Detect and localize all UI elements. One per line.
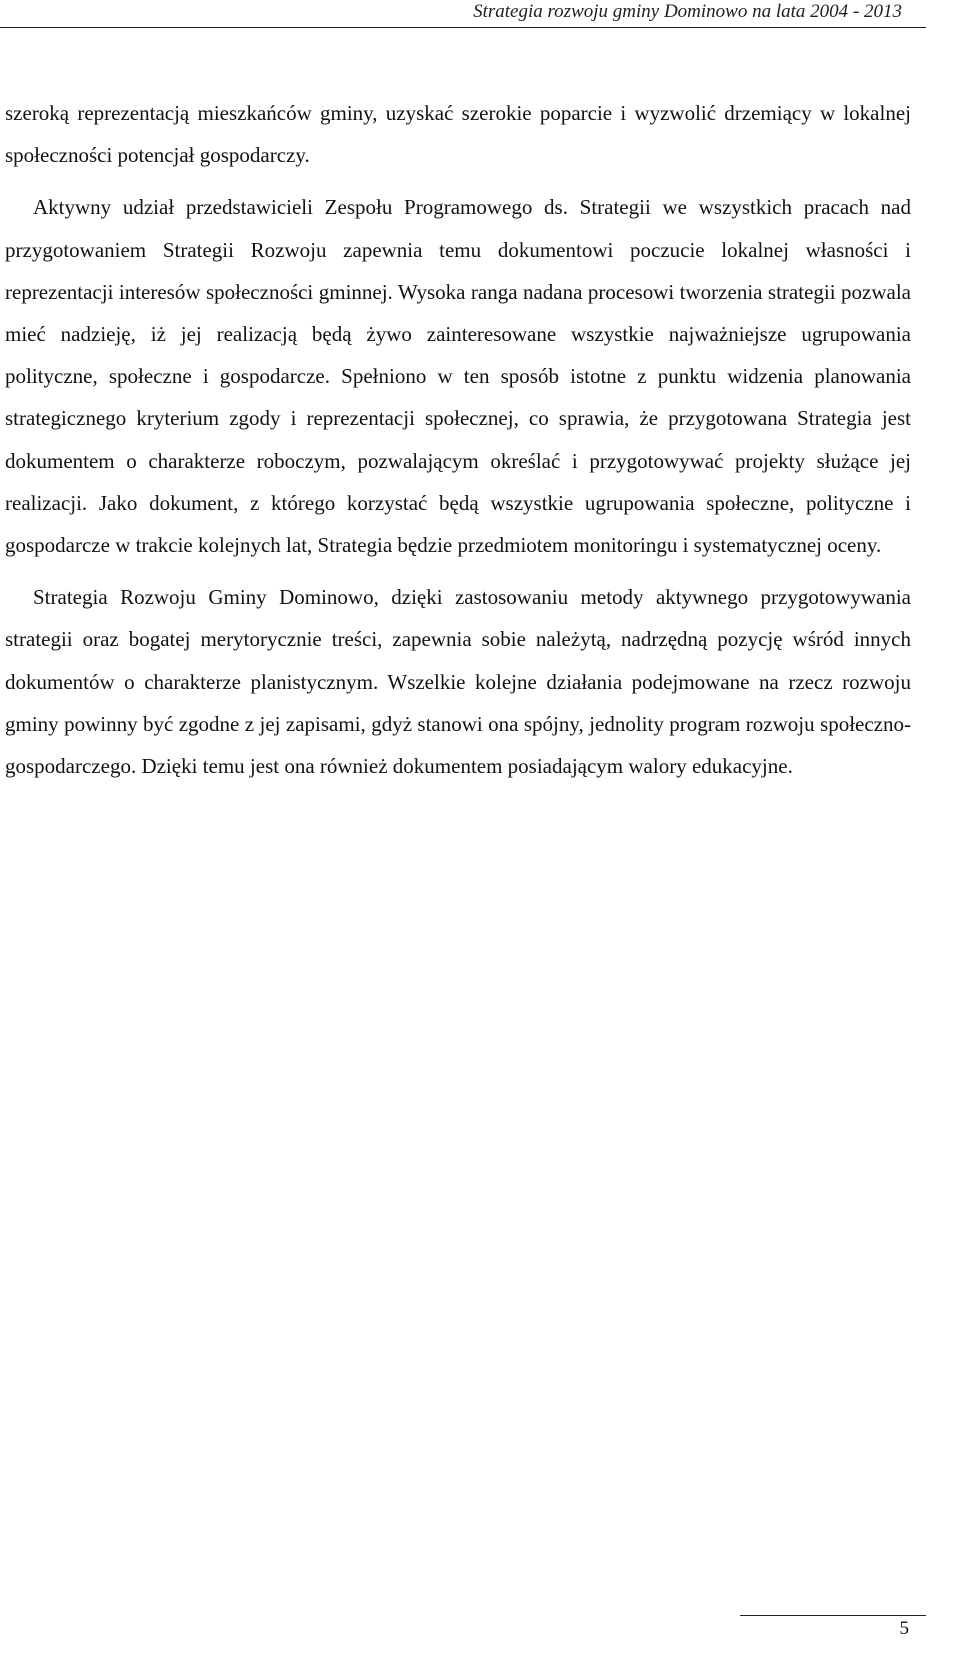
paragraph-continuation: szeroką reprezentacją mieszkańców gminy, uzyskać szerokie poparcie i wyzwolić drzemiący w lokalnej społeczności potencjał gospodarczy. [5, 101, 911, 168]
paragraph-strategy-position: Strategia Rozwoju Gminy Dominowo, dzięki zastosowaniu metody aktywnego przygotowywania strategii oraz bogatej merytorycznie treści, zapewnia sobie należytą, nadrzędną pozycję wśród innych dokumentów o charakterze planistycznym. Wszelkie kolejne działania podejmowane na rzecz rozwoju gminy powinny być zgodne z jej zapisami, gdyż stanowi ona spójny, jednolity program rozwoju społeczno-gospodarczego. Dzięki temu jest ona również dokumentem posiadającym walory edukacyjne. [5, 585, 911, 779]
header-title: Strategia rozwoju gminy Dominowo na lata 2004 - 2013 [473, 1, 902, 22]
page-number: 5 [899, 1618, 909, 1639]
paragraph-team-participation: Aktywny udział przedstawicieli Zespołu Programowego ds. Strategii we wszystkich pracach nad przygotowaniem Strategii Rozwoju zapewnia temu dokumentowi poczucie lokalnej własności i reprezentacji interesów społeczności gminnej. Wysoka ranga nadana procesowi tworzenia strategii pozwala mieć nadzieję, iż jej realizacją będą żywo zainteresowane wszystkie najważniejsze ugrupowania polityczne, społeczne i gospodarcze. Spełniono w ten sposób istotne z punktu widzenia planowania strategicznego kryterium zgody i reprezentacji społecznej, co sprawia, że przygotowana Strategia jest dokumentem o charakterze roboczym, pozwalającym określać i przygotowywać projekty służące jej realizacji. Jako dokument, z którego korzystać będą wszystkie ugrupowania społeczne, polityczne i gospodarcze w trakcie kolejnych lat, Strategia będzie przedmiotem monitoringu i systematycznej oceny. [5, 195, 911, 558]
page-header [0, 0, 926, 28]
document-body [5, 92, 911, 787]
footer-divider [740, 1615, 926, 1616]
